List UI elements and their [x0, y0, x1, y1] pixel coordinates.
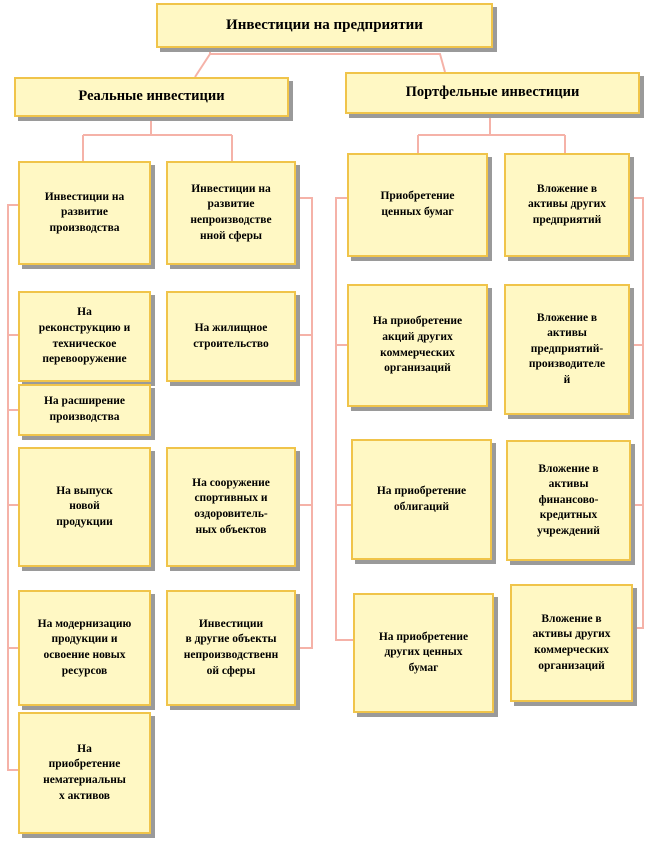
assets-other-enterprises-node: Вложение в активы других предприятий [504, 153, 630, 257]
production-left-bus-connector [8, 205, 18, 770]
root-to-portfolio-connector [210, 54, 445, 72]
portfolio-investments-node: Портфельные инвестиции [345, 72, 640, 114]
portfolio-branch-split-connector [418, 114, 565, 153]
nonproduction-right-bus-connector [296, 198, 312, 648]
shares-acquisition-node: На приобретение акций других коммерческих организаций [347, 284, 488, 407]
assets-right-bus-connector [630, 198, 643, 628]
housing-construction-node: На жилищное строительство [166, 291, 296, 382]
production-development-node: Инвестиции на развитие производства [18, 161, 151, 265]
securities-left-bus-connector [336, 198, 353, 640]
other-securities-node: На приобретение других ценных бумаг [353, 593, 494, 713]
other-nonproduction-node: Инвестиции в другие объекты непроизводственн ой сферы [166, 590, 296, 706]
root-to-real-connector [195, 48, 210, 77]
sports-facilities-node: На сооружение спортивных и оздоровитель- ных объектов [166, 447, 296, 567]
new-products-node: На выпуск новой продукции [18, 447, 151, 567]
producer-assets-node: Вложение в активы предприятий- производителе й [504, 284, 630, 415]
intangible-assets-node: На приобретение нематериальны х активов [18, 712, 151, 834]
financial-institutions-assets-node: Вложение в активы финансово- кредитных учреждений [506, 440, 631, 561]
modernization-node: На модернизацию продукции и освоение новых ресурсов [18, 590, 151, 706]
nonproduction-development-node: Инвестиции на развитие непроизводстве нной сферы [166, 161, 296, 265]
bonds-acquisition-node: На приобретение облигаций [351, 439, 492, 560]
root-node: Инвестиции на предприятии [156, 3, 493, 48]
commercial-organizations-assets-node: Вложение в активы других коммерческих организаций [510, 584, 633, 702]
real-branch-split-connector [83, 117, 232, 161]
real-investments-node: Реальные инвестиции [14, 77, 289, 117]
reconstruction-node: На реконструкцию и техническое перевооружение [18, 291, 151, 382]
securities-acquisition-node: Приобретение ценных бумаг [347, 153, 488, 257]
expansion-node: На расширение производства [18, 384, 151, 436]
